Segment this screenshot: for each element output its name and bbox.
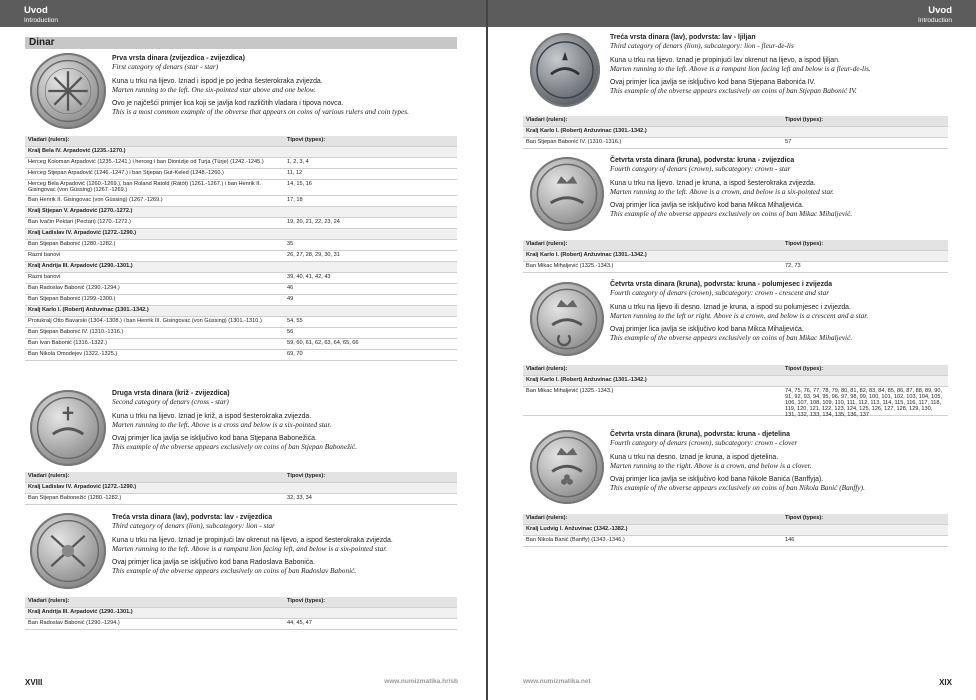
coin-icon bbox=[530, 430, 604, 504]
coin-icon bbox=[30, 513, 106, 589]
types-cell: 59, 60, 61, 62, 63, 64, 65, 66 bbox=[287, 340, 359, 346]
coin-icon bbox=[30, 390, 106, 466]
coin-lion-fleur-image bbox=[530, 33, 600, 107]
rblock4-subtitle: Fourth category of denars (crown), subcategory: crown - clover bbox=[610, 438, 798, 448]
block3-description bbox=[112, 514, 457, 576]
right-page-number: XIX bbox=[939, 678, 952, 687]
ruler-cell: Ban Stjepan Babonić (1299.-1300.) bbox=[28, 296, 116, 302]
right-header-subtitle: Introduction bbox=[918, 17, 952, 24]
table-group-row bbox=[523, 127, 948, 138]
ruler-cell: Vladari (rulers): bbox=[28, 598, 70, 604]
table-header bbox=[523, 116, 948, 127]
rblock4-p1: Kuna u trku na desno. Iznad je kruna, a ispod djetelina. bbox=[610, 453, 779, 461]
rblock1-description bbox=[610, 34, 950, 96]
ruler-cell: Ban Mikac Mihaljević (1325.-1343.) bbox=[526, 388, 614, 394]
block1-table bbox=[25, 136, 457, 361]
coin-icon bbox=[30, 53, 106, 129]
block3-p2: Ovaj primjer lica javlja se isključivo kod bana Radoslava Babonića. bbox=[112, 559, 315, 567]
types-cell: 146 bbox=[785, 537, 795, 543]
ruler-cell: Ban Stjepan Babonić IV. (1310.-1316.) bbox=[28, 329, 124, 335]
types-cell: 1, 2, 3, 4 bbox=[287, 159, 309, 165]
rblock1-subtitle: Third category of denars (lion), subcategory: lion - fleur-de-lis bbox=[610, 41, 794, 51]
types-cell: Tipovi (types): bbox=[287, 137, 326, 143]
coin-crown-star-image bbox=[530, 157, 604, 231]
ruler-cell: Ban Ivan Babonić (1316.-1322.) bbox=[28, 340, 107, 346]
table-header bbox=[25, 597, 457, 608]
ruler-cell: Kralj Ludvig I. Anžuvinac (1342.-1382.) bbox=[526, 526, 628, 532]
ruler-cell: Vladari (rulers): bbox=[526, 366, 568, 372]
block2-title: Druga vrsta dinara (križ - zvijezdica) bbox=[112, 390, 230, 397]
coin-icon bbox=[530, 157, 604, 231]
ruler-cell: Ban Stjepan Babonežić (1280.-1282.) bbox=[28, 495, 122, 501]
block3-p1-en: Marten running to the left. Above is a rampant lion facing left, and below is a six-pointed star. bbox=[112, 543, 388, 553]
table-row bbox=[523, 138, 948, 149]
table-group-row bbox=[25, 262, 457, 273]
rblock3-table bbox=[523, 365, 948, 416]
table-row bbox=[25, 350, 457, 361]
types-cell: 39, 40, 41, 42, 43 bbox=[287, 274, 331, 280]
rblock3-description bbox=[610, 281, 950, 343]
ruler-cell: Kralj Karlo I. (Robert) Anžuvinac (1301.-1342.) bbox=[526, 252, 647, 258]
ruler-cell: Vladari (rulers): bbox=[526, 117, 568, 123]
block2-p1-en: Marten running to the left. Above is a cross and below is a six-pointed star. bbox=[112, 419, 332, 429]
table-row bbox=[25, 494, 457, 505]
ruler-cell: Ban Nikola Omodejev (1322.-1325.) bbox=[28, 351, 118, 357]
table-group-row bbox=[25, 207, 457, 218]
coin-star-star-image bbox=[30, 53, 106, 129]
rblock3-p1: Kuna u trku na lijevo ili desno. Iznad je kruna, a ispod su polumjesec i zvijezda. bbox=[610, 303, 851, 311]
table-row bbox=[25, 619, 457, 630]
table-row bbox=[25, 328, 457, 339]
rblock2-p2-en: This example of the obverse appears exclusively on coins of ban Mikac Mihaljević. bbox=[610, 209, 853, 219]
coin-crown-clover-image bbox=[530, 430, 604, 504]
rblock1-p1-en: Marten running to the left. Above is a rampant lion facing left and below is a fleur-de-lis. bbox=[610, 63, 871, 73]
rblock3-title: Četvrta vrsta dinara (kruna), podvrsta: kruna - polumjesec i zvijezda bbox=[610, 281, 833, 288]
ruler-cell: Kralj Stjepan V. Arpadović (1270.-1272.) bbox=[28, 208, 133, 214]
rblock2-subtitle: Fourth category of denars (crown), subcategory: crown - star bbox=[610, 164, 791, 174]
table-group-row bbox=[25, 229, 457, 240]
block2-p2: Ovaj primjer lica javlja se isključivo kod bana Stjepana Babonežića. bbox=[112, 435, 317, 443]
rblock4-p2: Ovaj primjer lica javlja se isključivo kod bana Nikole Banića (Banffyja). bbox=[610, 476, 824, 484]
ruler-cell: Ban Mikac Mihaljević (1325.-1343.) bbox=[526, 263, 614, 269]
ruler-cell: Ban Stjepan Babonić IV. (1310.-1316.) bbox=[526, 139, 622, 145]
table-header bbox=[523, 240, 948, 251]
ruler-cell: Vladari (rulers): bbox=[526, 515, 568, 521]
block1-p2: Ovo je najčešći primjer lica koji se javlja kod različitih vladara i tipova novca. bbox=[112, 100, 344, 108]
types-cell: Tipovi (types): bbox=[785, 241, 824, 247]
ruler-cell: Razni banovi bbox=[28, 252, 61, 258]
left-header-subtitle: Introduction bbox=[24, 17, 58, 24]
types-cell: 56 bbox=[287, 329, 294, 335]
left-page-number: XVIII bbox=[25, 678, 43, 687]
ruler-cell: Vladari (rulers): bbox=[28, 473, 70, 479]
block1-p2-en: This is a most common example of the obverse that appears on coins of various rulers and coin types. bbox=[112, 107, 409, 117]
block3-p1: Kuna u trku na lijevo. Iznad je propinjući lav okrenut na lijevo, a ispod šesterokraka zvijezda. bbox=[112, 536, 393, 544]
table-row bbox=[25, 317, 457, 328]
rblock2-p1-en: Marten running to the left. Above is a crown, and below is a six-pointed star. bbox=[610, 186, 834, 196]
table-header bbox=[25, 136, 457, 147]
ruler-cell: Herceg Bela Arpadović (1260.-1269.), ban Roland Ratold (Rátót) (1261.-1267.) i ban Henrik II. Gisingovac (von Güssing) (1267.-1269.) bbox=[28, 181, 261, 193]
ruler-cell: Ban Radoslav Babonić (1290.-1294.) bbox=[28, 285, 120, 291]
types-cell: 49 bbox=[287, 296, 294, 302]
table-group-row bbox=[523, 251, 948, 262]
types-cell: 44, 45, 47 bbox=[287, 620, 312, 626]
types-cell: 69, 70 bbox=[287, 351, 303, 357]
ruler-cell: Kralj Karlo I. (Robert) Anžuvinac (1301.-1342.) bbox=[526, 128, 647, 134]
coin-cross-star-image bbox=[30, 390, 106, 466]
table-row bbox=[523, 387, 948, 416]
rblock3-p1-en: Marten running to the left or right. Above is a crown, and below is a crescent and a star. bbox=[610, 310, 869, 320]
block1-p1: Kuna u trku na lijevo. Iznad i ispod je po jedna šesterokraka zvijezda. bbox=[112, 77, 323, 85]
ruler-cell: Kralj Andrija III. Arpadović (1290.-1301.) bbox=[28, 263, 133, 269]
ruler-cell: Ban Ivačin Pektari (Pectari) (1270.-1272.) bbox=[28, 219, 131, 225]
types-cell: 26, 27, 28, 29, 30, 31 bbox=[287, 252, 340, 258]
table-row bbox=[25, 284, 457, 295]
rblock4-table bbox=[523, 514, 948, 547]
ruler-cell: Kralj Ladislav IV. Arpadović (1272.-1290.) bbox=[28, 484, 137, 490]
rblock2-description bbox=[610, 157, 950, 219]
rblock4-p2-en: This example of the obverse appears exclusively on coins of ban Nikola Banić (Banffy). bbox=[610, 483, 865, 493]
block3-p2-en: This example of the obverse appears exclusively on coins of ban Radoslav Babonić. bbox=[112, 566, 357, 576]
block1-description bbox=[112, 55, 457, 117]
block2-description bbox=[112, 390, 457, 452]
right-header-title: Uvod bbox=[928, 5, 952, 16]
table-group-row bbox=[25, 147, 457, 158]
table-row bbox=[25, 169, 457, 180]
ruler-cell: Herceg Koloman Arpadović (1235.-1241.) i herceg i ban Dionizije od Turja (Türje) (1242.-1245.) bbox=[28, 159, 264, 165]
block2-p2-en: This example of the obverse appears exclusively on coins of ban Stjepan Babonežić. bbox=[112, 442, 357, 452]
table-row bbox=[25, 158, 457, 169]
ruler-cell: Herceg Stjepan Arpadović (1246.-1247.) i ban Stjepan Gut-Keled (1248.-1260.) bbox=[28, 170, 224, 176]
right-header bbox=[488, 0, 976, 27]
rblock1-p2: Ovaj primjer lica javlja se isključivo kod bana Stjepana Babonića IV. bbox=[610, 79, 816, 87]
block1-subtitle: First category of denars (star - star) bbox=[112, 62, 219, 72]
table-row bbox=[25, 180, 457, 196]
rblock3-p2: Ovaj primjer lica javlja se isključivo kod bana Mikca Mihaljevića. bbox=[610, 326, 804, 334]
types-cell: 11, 12 bbox=[287, 170, 303, 176]
table-group-row bbox=[523, 525, 948, 536]
coin-icon bbox=[530, 282, 604, 356]
left-header-title: Uvod bbox=[24, 5, 48, 16]
ruler-cell: Kralj Andrija III. Arpadović (1290.-1301.) bbox=[28, 609, 133, 615]
table-group-row bbox=[523, 376, 948, 387]
types-cell: 54, 55 bbox=[287, 318, 303, 324]
table-header bbox=[523, 514, 948, 525]
table-row bbox=[25, 339, 457, 350]
ruler-cell: Vladari (rulers): bbox=[28, 137, 70, 143]
block1-p1-en: Marten running to the left. One six-pointed star above and one below. bbox=[112, 84, 316, 94]
coin-icon bbox=[530, 33, 600, 107]
table-row bbox=[523, 262, 948, 273]
types-cell: 74, 75, 76, 77, 78, 79, 80, 81, 82, 83, 84, 85, 86, 87, 88, 89, 90, 91, 92, 93, 94, 95, 96, 97, 98, 99, 100, 101, 102, 103, 104, 105, 106, 107, 108, 109, 110, 111, 112, 113, 114, 115, 116, 117, 118, 119, 120, 121, 122, 123, 124, 125, 126, 127, 128, 129, 130, 131, 132, 133, 134, 135, 136, 137 bbox=[785, 388, 943, 418]
ruler-cell: Ban Nikola Banić (Banffy) (1343.-1346.) bbox=[526, 537, 625, 543]
block2-p1: Kuna u trku na lijevo. Iznad je križ, a ispod šesterokraka zvijezda. bbox=[112, 412, 312, 420]
types-cell: Tipovi (types): bbox=[785, 117, 824, 123]
left-footer-url[interactable]: www.numizmatika.hr/sb bbox=[384, 678, 458, 685]
types-cell: 72, 73 bbox=[785, 263, 801, 269]
table-row bbox=[25, 196, 457, 207]
rblock2-table bbox=[523, 240, 948, 273]
right-page bbox=[488, 0, 976, 700]
rblock2-p2: Ovaj primjer lica javlja se isključivo kod bana Mikca Mihaljevića. bbox=[610, 202, 804, 210]
table-header bbox=[25, 472, 457, 483]
table-row bbox=[25, 273, 457, 284]
ruler-cell: Protukralj Otto Bavarski (1304.-1308.) i ban Henrik III. Gisingovac (von Güssing) (1301.-1310.) bbox=[28, 318, 262, 324]
section-title: Dinar bbox=[25, 37, 457, 49]
table-header bbox=[523, 365, 948, 376]
rblock1-p2-en: This example of the obverse appears exclusively on coins of ban Stjepan Babonić IV. bbox=[610, 86, 857, 96]
types-cell: Tipovi (types): bbox=[785, 366, 824, 372]
coin-crown-crescent-image bbox=[530, 282, 604, 356]
block2-table bbox=[25, 472, 457, 505]
table-row bbox=[25, 240, 457, 251]
rblock3-subtitle: Fourth category of denars (crown), subcategory: crown - crescent and star bbox=[610, 288, 830, 298]
rblock1-title: Treća vrsta dinara (lav), podvrsta: lav - ljiljan bbox=[610, 34, 756, 41]
types-cell: 14, 15, 16 bbox=[287, 181, 312, 187]
rblock2-p1: Kuna u trku na lijevo. Iznad je kruna, a ispod šesterokraka zvijezda. bbox=[610, 179, 816, 187]
block2-subtitle: Second category of denars (cross - star) bbox=[112, 397, 229, 407]
ruler-cell: Ban Henrik II. Gisingovac (von Güssing) (1267.-1269.) bbox=[28, 197, 163, 203]
ruler-cell: Kralj Karlo I. (Robert) Anžuvinac (1301.-1342.) bbox=[28, 307, 149, 313]
table-group-row bbox=[25, 483, 457, 494]
rblock4-description bbox=[610, 431, 950, 493]
block1-title: Prva vrsta dinara (zvijezdica - zvijezdica) bbox=[112, 55, 245, 62]
rblock3-p2-en: This example of the obverse appears exclusively on coins of ban Mikac Mihaljević. bbox=[610, 333, 853, 343]
ruler-cell: Kralj Karlo I. (Robert) Anžuvinac (1301.-1342.) bbox=[526, 377, 647, 383]
ruler-cell: Vladari (rulers): bbox=[526, 241, 568, 247]
block3-title: Treća vrsta dinara (lav), podvrsta: lav - zvijezdica bbox=[112, 514, 273, 521]
types-cell: Tipovi (types): bbox=[287, 598, 326, 604]
table-row bbox=[523, 536, 948, 547]
table-row bbox=[25, 295, 457, 306]
ruler-cell: Kralj Ladislav IV. Arpadović (1272.-1290.) bbox=[28, 230, 137, 236]
coin-lion-star-image bbox=[30, 513, 106, 589]
rblock1-table bbox=[523, 116, 948, 149]
types-cell: 35 bbox=[287, 241, 294, 247]
ruler-cell: Razni banovi bbox=[28, 274, 61, 280]
types-cell: Tipovi (types): bbox=[287, 473, 326, 479]
table-group-row bbox=[25, 608, 457, 619]
block3-subtitle: Third category of denars (lion), subcategory: lion - star bbox=[112, 521, 275, 531]
types-cell: 17, 18 bbox=[287, 197, 303, 203]
table-row bbox=[25, 251, 457, 262]
rblock4-p1-en: Marten running to the right. Above is a crown, and below is a clover. bbox=[610, 460, 812, 470]
left-header bbox=[0, 0, 488, 27]
types-cell: Tipovi (types): bbox=[785, 515, 824, 521]
rblock4-title: Četvrta vrsta dinara (kruna), podvrsta: kruna - djetelina bbox=[610, 431, 790, 438]
ruler-cell: Ban Radoslav Babonić (1290.-1294.) bbox=[28, 620, 120, 626]
table-row bbox=[25, 218, 457, 229]
types-cell: 46 bbox=[287, 285, 294, 291]
types-cell: 32, 33, 34 bbox=[287, 495, 312, 501]
table-group-row bbox=[25, 306, 457, 317]
ruler-cell: Ban Stjepan Babonić (1280.-1282.) bbox=[28, 241, 116, 247]
rblock2-title: Četvrta vrsta dinara (kruna), podvrsta: kruna - zvijezdica bbox=[610, 157, 795, 164]
types-cell: 57 bbox=[785, 139, 792, 145]
types-cell: 19, 20, 21, 22, 23, 24 bbox=[287, 219, 340, 225]
right-footer-url[interactable]: www.numizmatika.net bbox=[523, 678, 591, 685]
rblock1-p1: Kuna u trku na lijevo. Iznad je propinjući lav okrenut na lijevo, a ispod ljiljan. bbox=[610, 56, 840, 64]
ruler-cell: Kralj Bela IV. Arpadović (1235.-1270.) bbox=[28, 148, 126, 154]
block3-table bbox=[25, 597, 457, 630]
